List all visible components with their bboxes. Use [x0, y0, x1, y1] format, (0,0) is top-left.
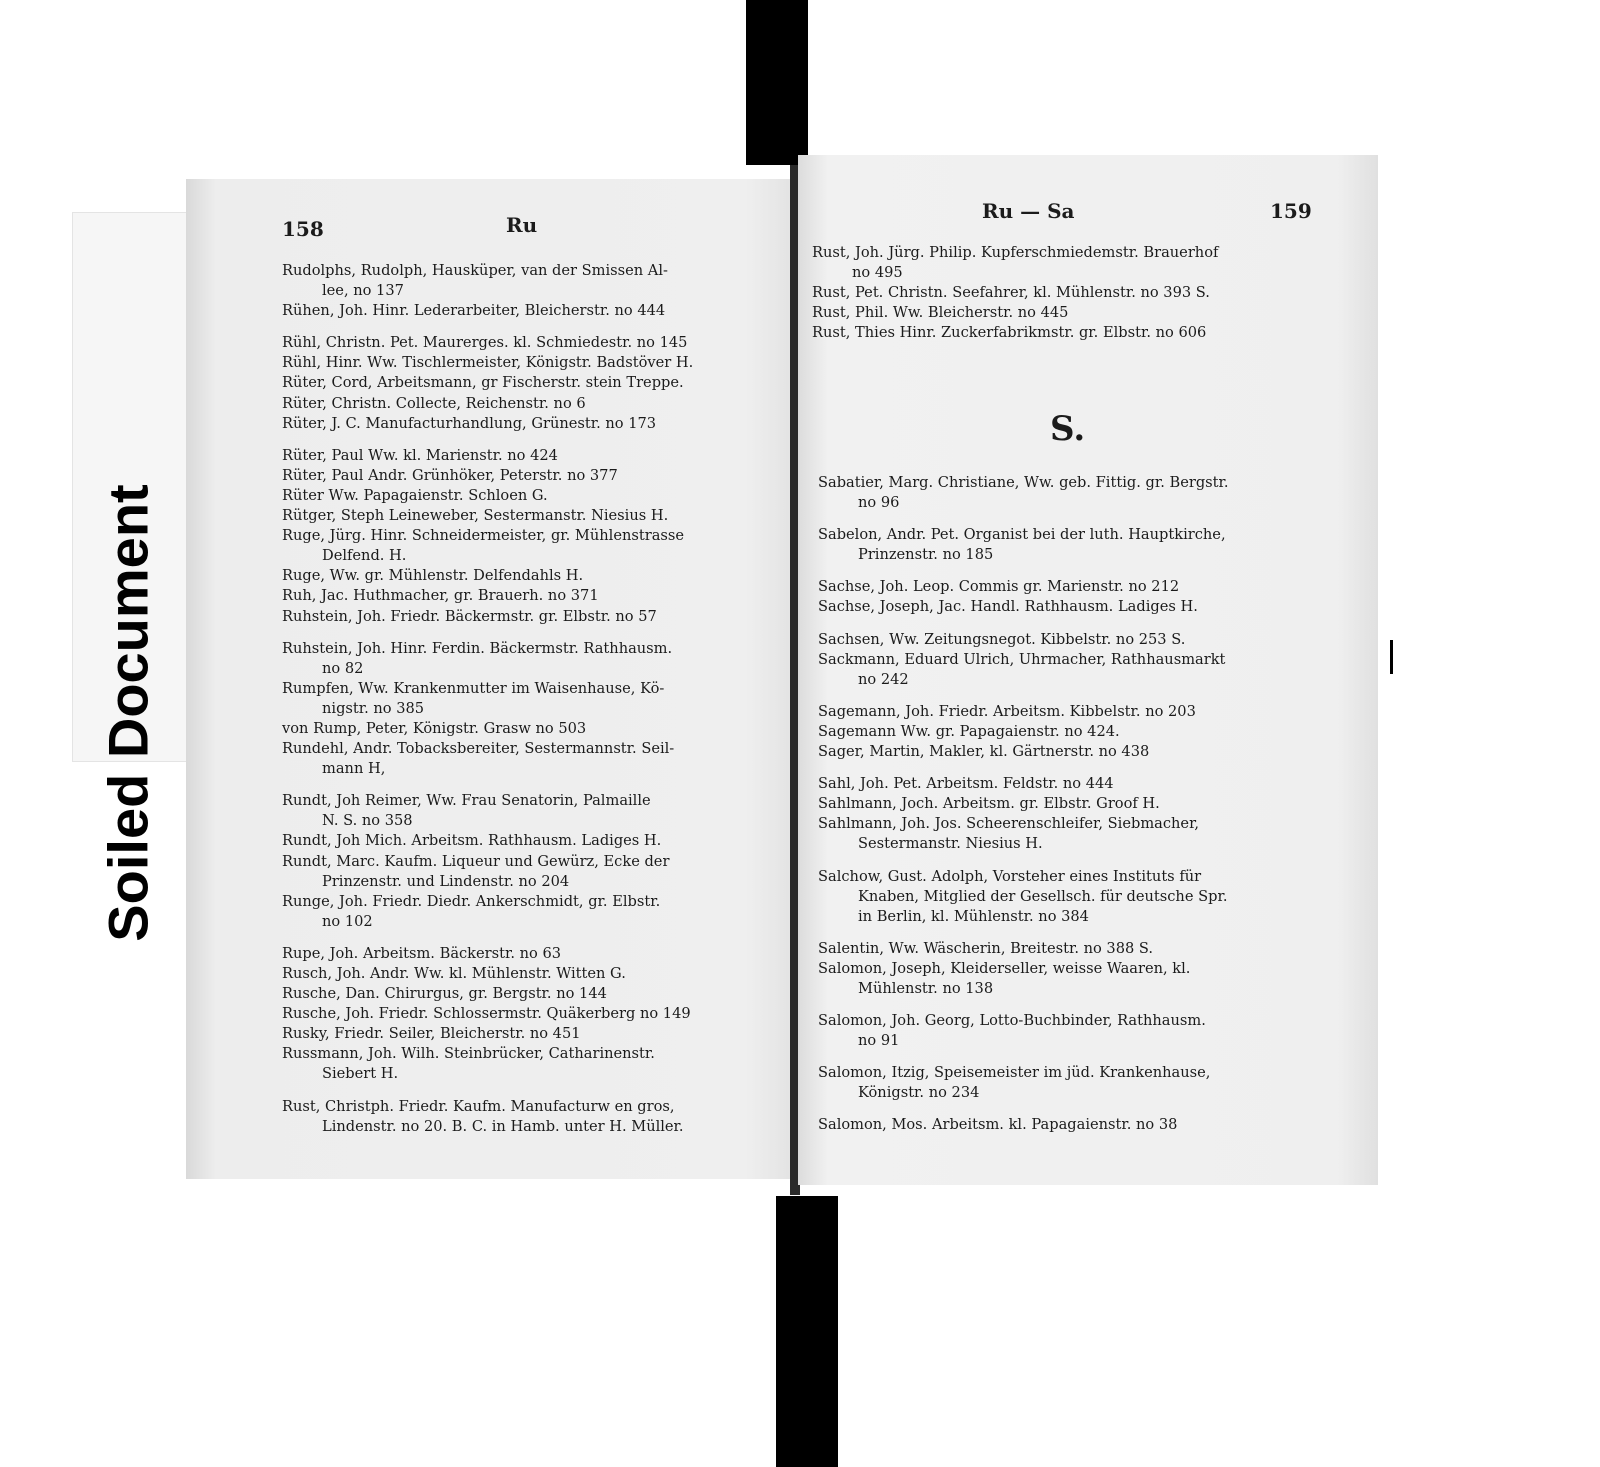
entry-line: Rust, Pet. Christn. Seefahrer, kl. Mühlenstr. no 393 S.: [812, 284, 1210, 302]
entry-line: von Rump, Peter, Königstr. Grasw no 503: [282, 719, 587, 737]
entry-line: Ruhstein, Joh. Hinr. Ferdin. Bäckermstr. Rathhausm.: [282, 639, 673, 657]
entry-line: Sackmann, Eduard Ulrich, Uhrmacher, Rathhausmarkt: [818, 650, 1226, 668]
directory-entry: [818, 525, 1368, 565]
entry-line: Sahlmann, Joch. Arbeitsm. gr. Elbstr. Groof H.: [818, 795, 1160, 813]
entry-line: Salentin, Ww. Wäscherin, Breitestr. no 388 S.: [818, 939, 1154, 957]
entry-spacer: [282, 627, 782, 639]
entry-line: Runge, Joh. Friedr. Diedr. Ankerschmidt, gr. Elbstr.: [282, 892, 661, 910]
entry-line: Salomon, Mos. Arbeitsm. kl. Papagaienstr. no 38: [818, 1116, 1178, 1134]
directory-entry: [282, 526, 782, 566]
entry-continuation-line: Lindenstr. no 20. B. C. in Hamb. unter H. Müller.: [322, 1117, 684, 1135]
entry-spacer: [282, 932, 782, 944]
entry-line: Rühl, Christn. Pet. Maurerges. kl. Schmiedestr. no 145: [282, 334, 688, 352]
entry-spacer: [818, 1103, 1368, 1115]
directory-entry: [812, 323, 1362, 343]
entry-line: Rundehl, Andr. Tobacksbereiter, Sestermannstr. Seil-: [282, 740, 675, 758]
directory-entry: [818, 939, 1368, 959]
directory-entry: [282, 944, 782, 964]
entry-line: Rüter, Christn. Collecte, Reichenstr. no 6: [282, 394, 586, 412]
entry-continuation-line: no 91: [858, 1032, 900, 1050]
entry-line: Rundt, Marc. Kaufm. Liqueur und Gewürz, Ecke der: [282, 852, 670, 870]
directory-entry: [818, 1063, 1368, 1103]
directory-entry: [282, 486, 782, 506]
entry-line: Rusch, Joh. Andr. Ww. kl. Mühlenstr. Witten G.: [282, 965, 626, 982]
entry-line: Rundt, Joh Mich. Arbeitsm. Rathhausm. Ladiges H.: [282, 832, 662, 850]
entry-line: Rühl, Hinr. Ww. Tischlermeister, Königstr. Badstöver H.: [282, 354, 694, 372]
directory-entry: [282, 719, 782, 739]
entry-spacer: [818, 927, 1368, 939]
directory-entry: [282, 964, 782, 984]
entry-spacer: [818, 618, 1368, 630]
directory-entry: [282, 414, 782, 434]
entry-spacer: [282, 434, 782, 446]
soiled-document-label: Soiled Document: [96, 484, 160, 942]
entry-line: Rumpfen, Ww. Krankenmutter im Waisenhause, Kö-: [282, 679, 665, 697]
entry-line: Sager, Martin, Makler, kl. Gärtnerstr. no 438: [818, 743, 1150, 761]
entry-spacer: [818, 855, 1368, 867]
left-page: [186, 179, 796, 1179]
directory-entry: [282, 892, 782, 932]
directory-entry: [812, 243, 1362, 283]
entry-line: Rundt, Joh Reimer, Ww. Frau Senatorin, Palmaille: [282, 792, 651, 810]
directory-entry: [282, 506, 782, 526]
entry-line: Rusche, Dan. Chirurgus, gr. Bergstr. no 144: [282, 985, 607, 1003]
directory-entry: [282, 1004, 782, 1024]
directory-entry: [818, 1115, 1368, 1135]
entry-continuation-line: mann H,: [322, 760, 386, 778]
directory-entry: [282, 301, 782, 321]
directory-entry: [282, 1097, 782, 1137]
entry-continuation-line: lee, no 137: [322, 282, 404, 300]
entry-line: Sachse, Joh. Leop. Commis gr. Marienstr. no 212: [818, 578, 1180, 596]
entry-continuation-line: N. S. no 358: [322, 812, 413, 830]
entry-continuation-line: no 102: [322, 912, 373, 930]
entry-line: Rüter, J. C. Manufacturhandlung, Grünestr. no 173: [282, 414, 657, 432]
entry-continuation-line: no 242: [858, 670, 909, 688]
directory-entry: [818, 702, 1368, 722]
entry-continuation-line: no 495: [852, 264, 903, 282]
entry-line: Rust, Joh. Jürg. Philip. Kupferschmiedemstr. Brauerhof: [812, 244, 1219, 261]
directory-entry: [818, 959, 1368, 999]
entry-line: Rust, Phil. Ww. Bleicherstr. no 445: [812, 304, 1069, 322]
entry-line: Rusche, Joh. Friedr. Schlossermstr. Quäkerberg no 149: [282, 1005, 691, 1023]
directory-entry: [812, 303, 1362, 323]
directory-entry: [818, 1011, 1368, 1051]
entry-line: Ruhstein, Joh. Friedr. Bäckermstr. gr. Elbstr. no 57: [282, 607, 657, 625]
directory-entry: [818, 630, 1368, 650]
entry-spacer: [282, 321, 782, 333]
directory-entry: [282, 852, 782, 892]
directory-entry: [818, 867, 1368, 927]
entry-line: Russmann, Joh. Wilh. Steinbrücker, Catharinenstr.: [282, 1045, 655, 1063]
entry-line: Rüter Ww. Papagaienstr. Schloen G.: [282, 486, 548, 504]
directory-entry: [282, 586, 782, 606]
directory-entry: [818, 742, 1368, 762]
right-page-number: 159: [1270, 199, 1312, 223]
left-running-head: Ru: [506, 213, 538, 237]
section-letter: S.: [1050, 409, 1086, 449]
entry-line: Ruh, Jac. Huthmacher, gr. Brauerh. no 371: [282, 587, 599, 605]
left-page-number: 158: [282, 217, 324, 241]
directory-entry: [818, 650, 1368, 690]
entry-spacer: [818, 513, 1368, 525]
entry-spacer: [818, 1051, 1368, 1063]
entry-line: Salomon, Joseph, Kleiderseller, weisse Waaren, kl.: [818, 959, 1191, 977]
directory-entry: [282, 566, 782, 586]
directory-entry: [282, 373, 782, 393]
open-book: [186, 155, 1386, 1205]
binding-strap-top: [746, 0, 808, 165]
binding-strap-bottom: [776, 1196, 838, 1467]
entry-spacer: [818, 690, 1368, 702]
directory-entry: [818, 597, 1368, 617]
entry-line: Rüter, Paul Andr. Grünhöker, Peterstr. no 377: [282, 466, 618, 484]
right-entry-list-top: [812, 243, 1362, 343]
directory-entry: [282, 679, 782, 719]
entry-continuation-line: no 82: [322, 659, 364, 677]
directory-entry: [282, 984, 782, 1004]
entry-continuation-line: Sestermanstr. Niesius H.: [858, 835, 1043, 853]
entry-spacer: [282, 1085, 782, 1097]
entry-line: Rudolphs, Rudolph, Hausküper, van der Smissen Al-: [282, 262, 668, 279]
entry-line: Rüter, Cord, Arbeitsmann, gr Fischerstr. stein Treppe.: [282, 374, 684, 392]
entry-line: Rühen, Joh. Hinr. Lederarbeiter, Bleicherstr. no 444: [282, 302, 666, 320]
directory-entry: [282, 639, 782, 679]
directory-entry: [282, 1044, 782, 1084]
directory-entry: [818, 577, 1368, 597]
entry-line: Ruge, Ww. gr. Mühlenstr. Delfendahls H.: [282, 567, 584, 585]
entry-line: Salomon, Joh. Georg, Lotto-Buchbinder, Rathhausm.: [818, 1012, 1206, 1030]
entry-spacer: [282, 779, 782, 791]
entry-line: Rütger, Steph Leineweber, Sestermanstr. Niesius H.: [282, 507, 669, 525]
label-card: [72, 212, 196, 942]
directory-entry: [282, 466, 782, 486]
entry-continuation-line: Delfend. H.: [322, 547, 407, 565]
margin-mark: [1390, 640, 1393, 674]
directory-entry: [818, 473, 1368, 513]
entry-continuation-line: nigstr. no 385: [322, 699, 425, 717]
entry-spacer: [818, 762, 1368, 774]
entry-line: Sahlmann, Joh. Jos. Scheerenschleifer, Siebmacher,: [818, 815, 1200, 833]
directory-entry: [282, 607, 782, 627]
entry-line: Rusky, Friedr. Seiler, Bleicherstr. no 451: [282, 1025, 581, 1043]
right-entry-list-bottom: [818, 473, 1368, 1136]
directory-entry: [818, 774, 1368, 794]
directory-entry: [282, 831, 782, 851]
directory-entry: [818, 814, 1368, 854]
directory-entry: [282, 353, 782, 373]
entry-continuation-line: Königstr. no 234: [858, 1084, 980, 1102]
entry-line: Ruge, Jürg. Hinr. Schneidermeister, gr. Mühlenstrasse: [282, 527, 685, 545]
entry-spacer: [818, 999, 1368, 1011]
right-running-head: Ru — Sa: [982, 199, 1075, 223]
entry-line: Sagemann Ww. gr. Papagaienstr. no 424.: [818, 722, 1120, 740]
entry-line: Sahl, Joh. Pet. Arbeitsm. Feldstr. no 444: [818, 775, 1114, 793]
directory-entry: [282, 739, 782, 779]
directory-entry: [282, 261, 782, 301]
entry-continuation-line: no 96: [858, 494, 900, 512]
directory-entry: [282, 333, 782, 353]
entry-line: Sabelon, Andr. Pet. Organist bei der luth. Hauptkirche,: [818, 526, 1226, 544]
entry-line: Sagemann, Joh. Friedr. Arbeitsm. Kibbelstr. no 203: [818, 702, 1196, 720]
entry-continuation-line: Prinzenstr. no 185: [858, 546, 994, 564]
entry-continuation-line: in Berlin, kl. Mühlenstr. no 384: [858, 907, 1089, 925]
entry-line: Rust, Christph. Friedr. Kaufm. Manufacturw en gros,: [282, 1097, 675, 1115]
directory-entry: [282, 446, 782, 466]
entry-line: Sachsen, Ww. Zeitungsnegot. Kibbelstr. no 253 S.: [818, 630, 1186, 648]
directory-entry: [818, 794, 1368, 814]
entry-line: Sachse, Joseph, Jac. Handl. Rathhausm. Ladiges H.: [818, 598, 1198, 616]
directory-entry: [282, 1024, 782, 1044]
entry-line: Salomon, Itzig, Speisemeister im jüd. Krankenhause,: [818, 1064, 1211, 1082]
directory-entry: [282, 791, 782, 831]
entry-spacer: [818, 565, 1368, 577]
entry-line: Rupe, Joh. Arbeitsm. Bäckerstr. no 63: [282, 944, 562, 962]
entry-continuation-line: Knaben, Mitglied der Gesellsch. für deutsche Spr.: [858, 887, 1228, 905]
entry-line: Salchow, Gust. Adolph, Vorsteher eines Instituts für: [818, 867, 1202, 885]
left-entry-list: [282, 261, 782, 1137]
directory-entry: [818, 722, 1368, 742]
entry-line: Sabatier, Marg. Christiane, Ww. geb. Fittig. gr. Bergstr.: [818, 474, 1229, 491]
directory-entry: [282, 394, 782, 414]
entry-continuation-line: Siebert H.: [322, 1065, 399, 1083]
entry-continuation-line: Prinzenstr. und Lindenstr. no 204: [322, 872, 570, 890]
entry-line: Rüter, Paul Ww. kl. Marienstr. no 424: [282, 446, 558, 464]
right-page: [798, 155, 1378, 1185]
entry-line: Rust, Thies Hinr. Zuckerfabrikmstr. gr. Elbstr. no 606: [812, 324, 1207, 342]
entry-continuation-line: Mühlenstr. no 138: [858, 979, 994, 997]
directory-entry: [812, 283, 1362, 303]
